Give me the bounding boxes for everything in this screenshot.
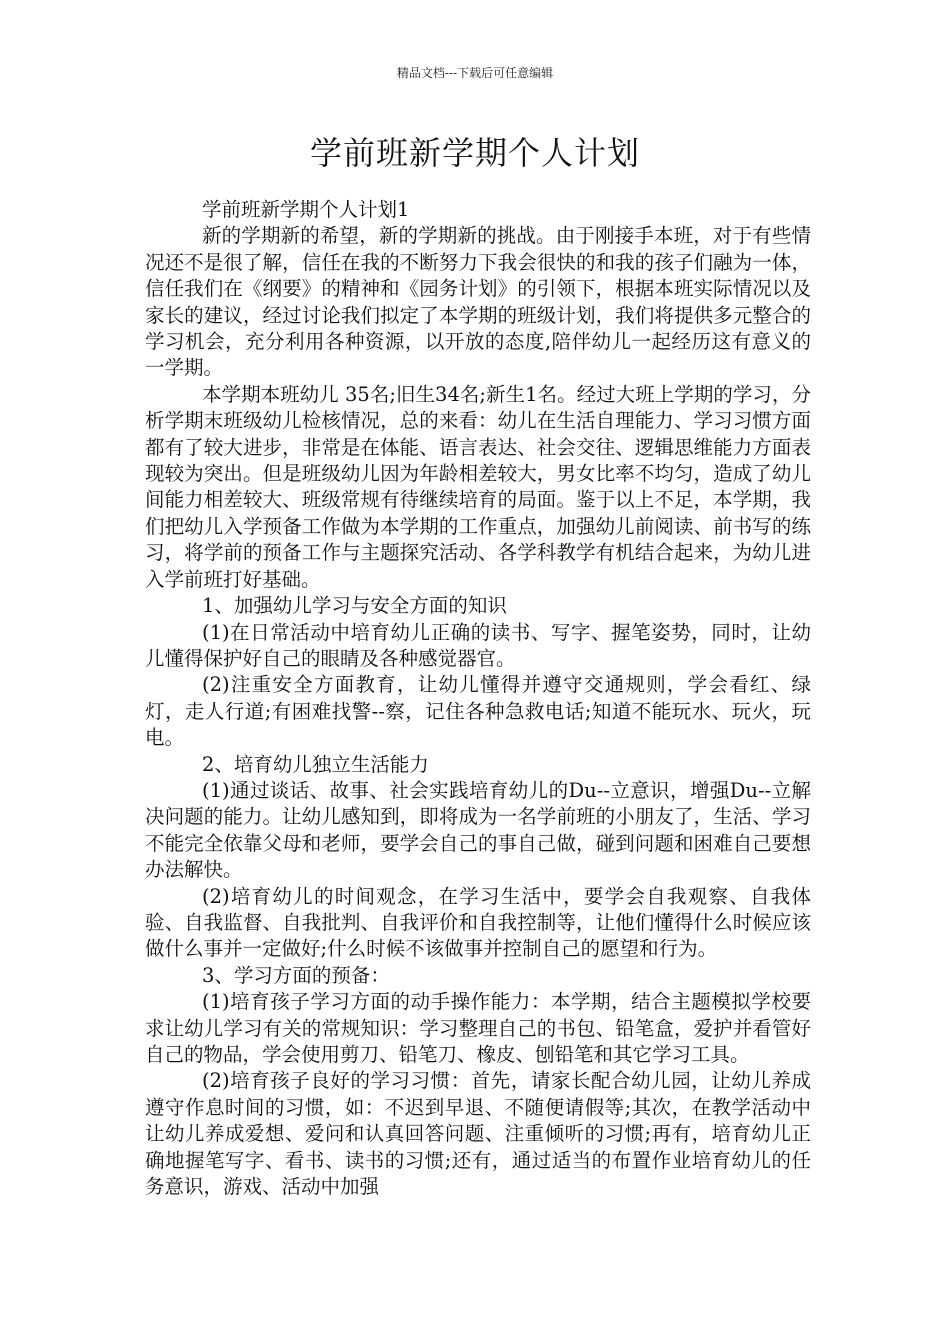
document-body	[145, 197, 811, 1200]
section-heading: 3、学习方面的预备：	[202, 963, 390, 987]
subtitle-paragraph: 学前班新学期个人计划1	[202, 198, 410, 221]
body-paragraph: 新的学期新的希望，新的学期新的挑战。由于刚接手本班，对于有些情况还不是很了解，信任在我的不断努力下我会很快的和我的孩子们融为一体，信任我们在《纲要》的精神和《园务计划》的引领下，根据本班实际情况以及家长的建议，经过讨论我们拟定了本学期的班级计划，我们将提供多元整合的学习机会，充分利用各种资源，以开放的态度,陪伴幼儿一起经历这有意义的一学期。	[145, 224, 811, 380]
section-heading: 2、培育幼儿独立生活能力	[202, 752, 429, 776]
body-paragraph: (1)通过谈话、故事、社会实践培育幼儿的Du--立意识，增强Du--立解决问题的能力。让幼儿感知到，即将成为一名学前班的小朋友了，生活、学习不能完全依靠父母和老师，要学会自己的事自己做，碰到问题和困难自己要想办法解快。	[145, 778, 811, 882]
document-title: 学前班新学期个人计划	[309, 134, 640, 172]
body-paragraph: (1)培育孩子学习方面的动手操作能力：本学期，结合主题模拟学校要求让幼儿学习有关的常规知识：学习整理自己的书包、铅笔盒，爱护并看管好自己的物品，学会使用剪刀、铅笔刀、橡皮、刨铅笔和其它学习工具。	[145, 990, 811, 1066]
body-paragraph: (2)注重安全方面教育，让幼儿懂得并遵守交通规则，学会看红、绿灯，走人行道;有困难找警--察，记住各种急救电话;知道不能玩水、玩火，玩电。	[145, 673, 811, 750]
body-paragraph: (1)在日常活动中培育幼儿正确的读书、写字、握笔姿势，同时，让幼儿懂得保护好自己的眼睛及各种感觉器官。	[145, 620, 811, 670]
body-paragraph: 本学期本班幼儿 35名;旧生34名;新生1名。经过大班上学期的学习，分析学期末班级幼儿检核情况，总的来看：幼儿在生活自理能力、学习习惯方面都有了较大进步，非常是在体能、语言表达、社会交往、逻辑思维能力方面表现较为突出。但是班级幼儿因为年龄相差较大，男女比率不均匀，造成了幼儿间能力相差较大、班级常规有待继续培育的局面。鉴于以上不足，本学期，我们把幼儿入学预备工作做为本学期的工作重点，加强幼儿前阅读、前书写的练习，将学前的预备工作与主题探究活动、各学科教学有机结合起来，为幼儿进入学前班打好基础。	[145, 382, 811, 591]
page-header: 精品文档---下载后可任意编辑	[396, 66, 554, 80]
section-heading: 1、加强幼儿学习与安全方面的知识	[202, 594, 507, 618]
body-paragraph: (2)培育幼儿的时间观念，在学习生活中，要学会自我观察、自我体验、自我监督、自我批判、自我评价和自我控制等，让他们懂得什么时候应该做什么事并一定做好;什么时候不该做事并控制自己的愿望和行为。	[145, 884, 811, 961]
body-paragraph: (2)培育孩子良好的学习习惯：首先，请家长配合幼儿园，让幼儿养成遵守作息时间的习惯，如：不迟到早退、不随便请假等;其次，在教学活动中让幼儿养成爱想、爱问和认真回答问题、注重倾听的习惯;再有，培育幼儿正确地握笔写字、看书、读书的习惯;还有，通过适当的布置作业培育幼儿的任务意识，游戏、活动中加强	[145, 1069, 811, 1199]
